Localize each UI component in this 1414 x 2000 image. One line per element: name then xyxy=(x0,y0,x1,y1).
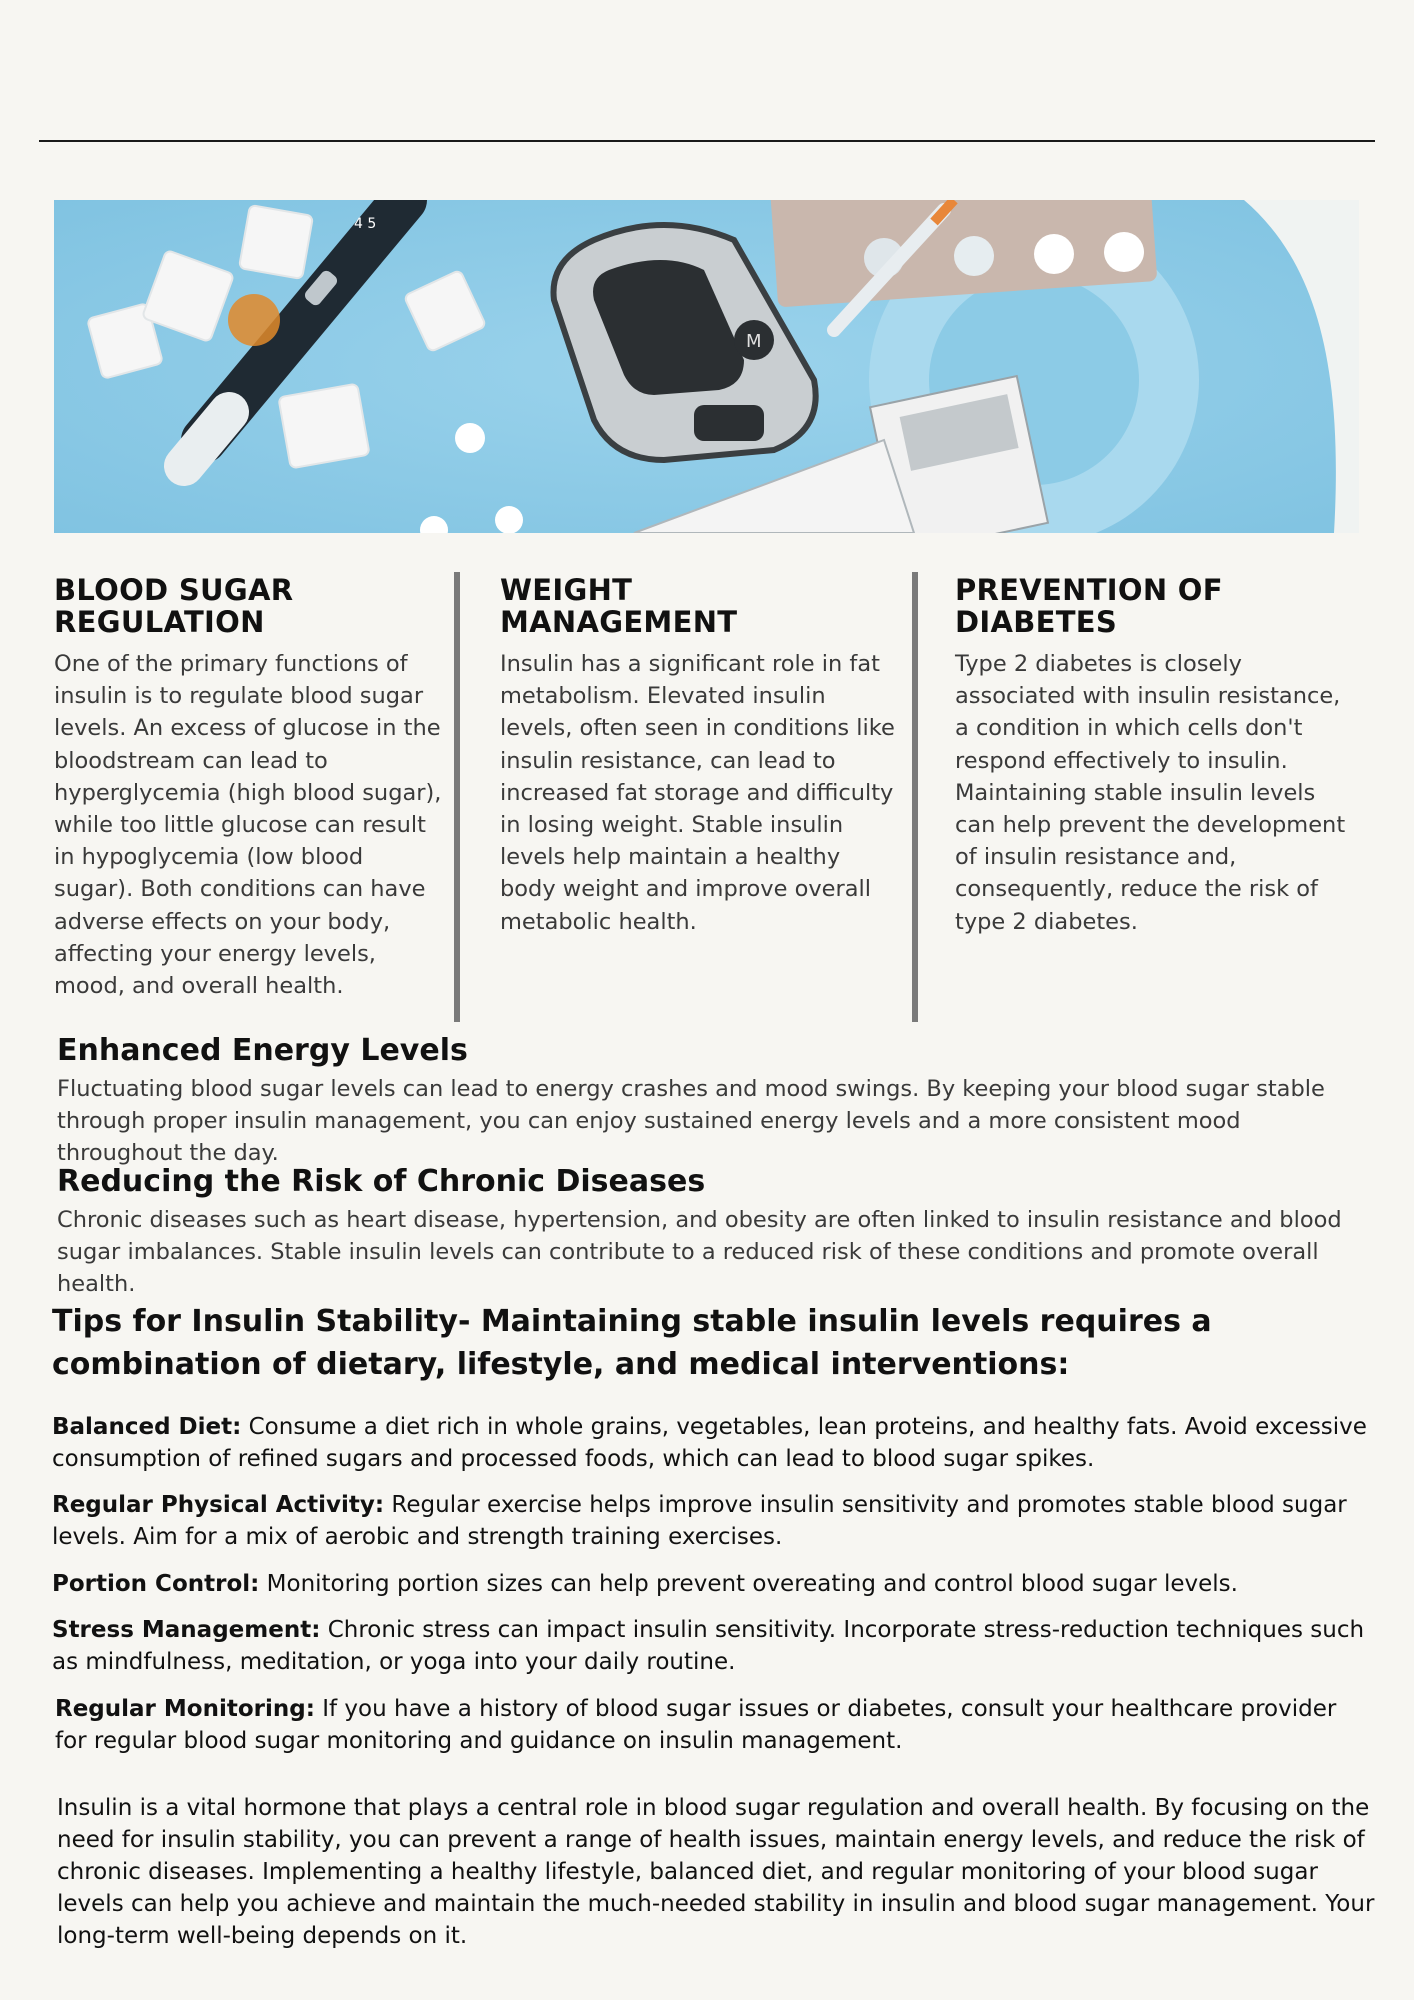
section-chronic-diseases xyxy=(57,1164,1357,1300)
tip-text: Regular exercise helps improve insulin sensitivity and promotes stable blood sugar levels. Aim for a mix of aerobic and strength training exercises. xyxy=(52,1492,1347,1550)
tip-balanced-diet xyxy=(52,1411,1372,1475)
tip-regular-monitoring xyxy=(55,1693,1375,1757)
section-energy xyxy=(57,1033,1357,1169)
tip-label: Regular Monitoring: xyxy=(55,1696,315,1722)
svg-text:4 5: 4 5 xyxy=(354,216,377,232)
top-divider xyxy=(39,140,1375,142)
hero-photo xyxy=(54,200,1359,533)
column-title: WEIGHT MANAGEMENT xyxy=(500,573,738,639)
tip-label: Regular Physical Activity: xyxy=(52,1492,385,1518)
column-weight xyxy=(500,574,900,938)
tip-label: Portion Control: xyxy=(52,1571,260,1597)
column-body: Insulin has a significant role in fat metabolism. Elevated insulin levels, often seen in conditions like insulin resistance, can lead to increased fat storage and difficulty in losing weight. Stable insulin levels help maintain a healthy body weight and improve overall metabolic health. xyxy=(500,651,895,935)
column-blood-sugar xyxy=(54,574,444,1002)
column-divider xyxy=(454,572,460,1022)
tip-label: Stress Management: xyxy=(52,1617,321,1643)
tip-text: Chronic stress can impact insulin sensitivity. Incorporate stress-reduction techniques such as mindfulness, meditation, or yoga into your daily routine. xyxy=(52,1617,1365,1675)
tip-physical-activity xyxy=(52,1489,1372,1553)
column-diabetes xyxy=(955,574,1355,938)
diabetes-supplies-illustration xyxy=(54,200,1359,533)
tip-stress-management xyxy=(52,1614,1372,1678)
tip-label: Balanced Diet: xyxy=(52,1414,242,1440)
column-title: BLOOD SUGAR REGULATION xyxy=(54,573,294,639)
tip-text: Consume a diet rich in whole grains, vegetables, lean proteins, and healthy fats. Avoid excessive consumption of refined sugars and processed foods, which can lead to blood sugar spikes. xyxy=(52,1414,1367,1472)
tip-text: If you have a history of blood sugar issues or diabetes, consult your healthcare provider for regular blood sugar monitoring and guidance on insulin management. xyxy=(55,1696,1337,1754)
column-body: Type 2 diabetes is closely associated with insulin resistance, a condition in which cells don't respond effectively to insulin. Maintaining stable insulin levels can help prevent the development of insulin resistance and, consequently, reduce the risk of type 2 diabetes. xyxy=(955,651,1346,935)
column-title: PREVENTION OF DIABETES xyxy=(955,573,1223,639)
svg-text:M: M xyxy=(746,331,762,352)
tip-text: Monitoring portion sizes can help prevent overeating and control blood sugar levels. xyxy=(259,1571,1238,1597)
tip-portion-control xyxy=(52,1568,1372,1600)
section-body: Chronic diseases such as heart disease, hypertension, and obesity are often linked to insulin resistance and blood sugar imbalances. Stable insulin levels can contribute to a reduced risk of these conditions and promote overall health. xyxy=(57,1207,1342,1297)
column-body: One of the primary functions of insulin is to regulate blood sugar levels. An excess of glucose in the bloodstream can lead to hyperglycemia (high blood sugar), while too little glucose can result in hypoglycemia (low blood sugar). Both conditions can have adverse effects on your body, affecting your energy levels, mood, and overall health. xyxy=(54,651,442,1000)
column-divider xyxy=(912,572,918,1022)
section-title: Enhanced Energy Levels xyxy=(57,1033,468,1068)
tips-heading: Tips for Insulin Stability- Maintaining stable insulin levels requires a combination of dietary, lifestyle, and medical interventions: xyxy=(52,1304,1212,1382)
conclusion-paragraph: Insulin is a vital hormone that plays a central role in blood sugar regulation and overall health. By focusing on the need for insulin stability, you can prevent a range of health issues, maintain energy levels, and reduce the risk of chronic diseases. Implementing a healthy lifestyle, balanced diet, and regular monitoring of your blood sugar levels can help you achieve and maintain the much-needed stability in insulin and blood sugar management. Your long-term well-being depends on it. xyxy=(57,1795,1375,1949)
section-body: Fluctuating blood sugar levels can lead to energy crashes and mood swings. By keeping your blood sugar stable through proper insulin management, you can enjoy sustained energy levels and a more consistent mood throughout the day. xyxy=(57,1076,1325,1166)
section-title: Reducing the Risk of Chronic Diseases xyxy=(57,1164,706,1199)
orange-capsule xyxy=(228,294,280,346)
